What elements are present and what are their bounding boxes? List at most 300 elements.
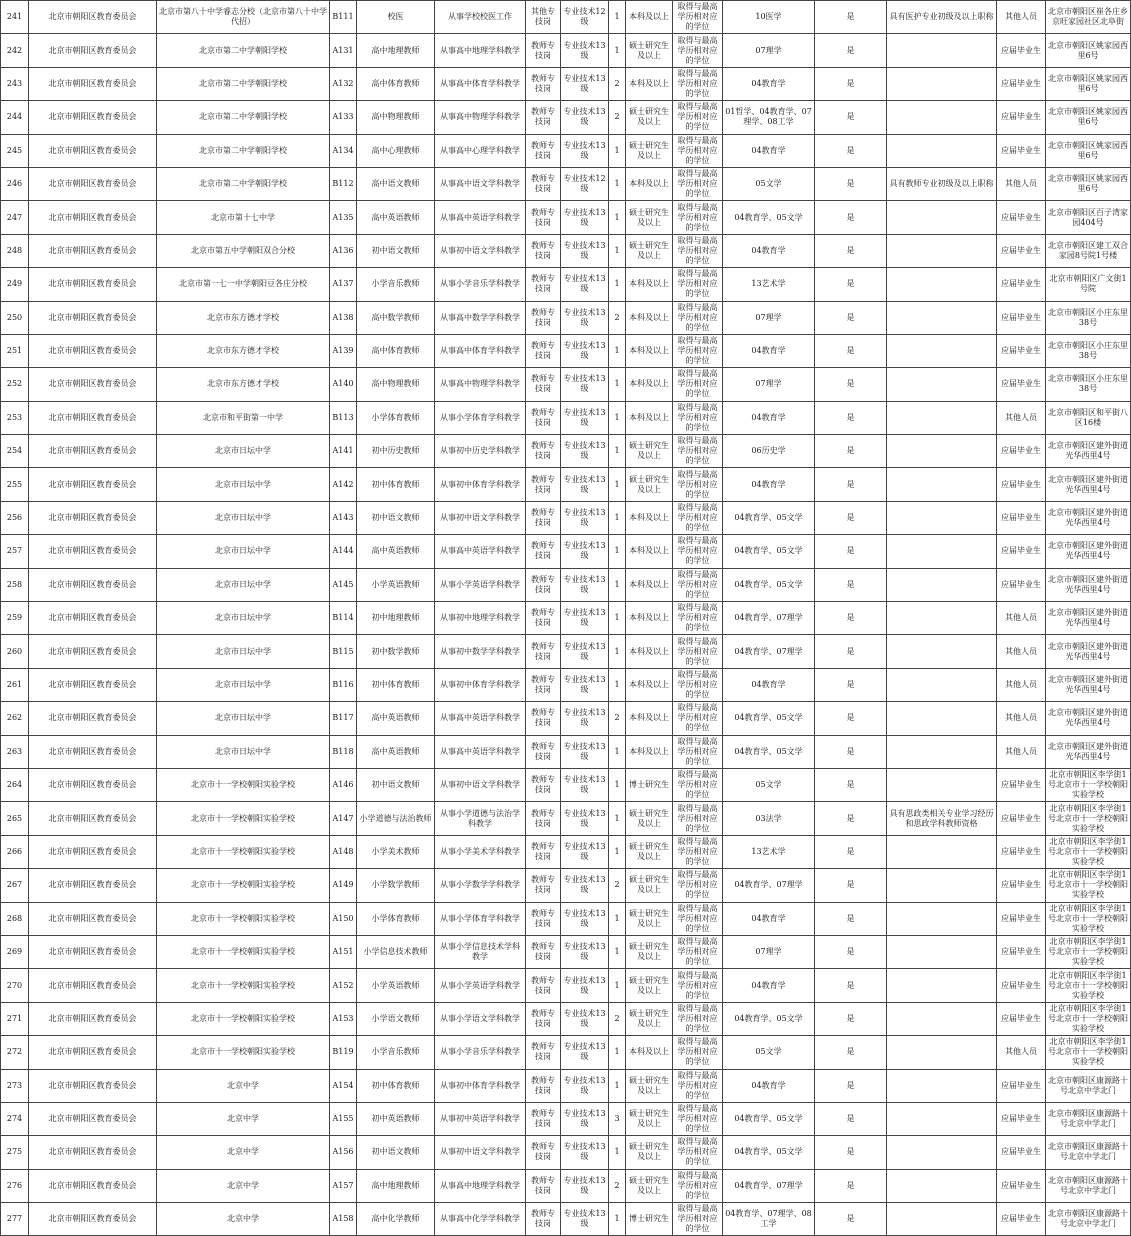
cell-edu: 本科及以上	[626, 301, 673, 334]
cell-addr: 北京市朝阳区和平街八区16楼	[1046, 401, 1131, 434]
cell-duty: 从事小学语文学科教学	[435, 1002, 526, 1035]
cell-dept: 北京市朝阳区教育委员会	[29, 535, 157, 568]
cell-level: 专业技术13级	[561, 869, 609, 902]
cell-count: 1	[609, 1069, 626, 1102]
cell-duty: 从事初中体育学科教学	[435, 668, 526, 701]
cell-duty: 从事高中英语学科教学	[435, 535, 526, 568]
cell-count: 1	[609, 902, 626, 935]
cell-level: 专业技术13级	[561, 969, 609, 1002]
cell-target: 其他人员	[997, 635, 1046, 668]
cell-code: B111	[330, 1, 357, 34]
cell-addr: 北京市朝阳区康源路十号北京中学北门	[1046, 1136, 1131, 1169]
cell-no: 258	[1, 568, 29, 601]
cell-no: 267	[1, 869, 29, 902]
table-row	[1, 702, 1131, 735]
table-body	[1, 1, 1131, 1236]
cell-major: 04教育学、05文学	[723, 702, 815, 735]
cell-unit: 北京市十一学校朝阳实验学校	[157, 869, 330, 902]
cell-no: 260	[1, 635, 29, 668]
cell-code: A149	[330, 869, 357, 902]
cell-target: 应届毕业生	[997, 1102, 1046, 1135]
cell-level: 专业技术13级	[561, 368, 609, 401]
cell-code: B118	[330, 735, 357, 768]
table-row	[1, 1169, 1131, 1202]
table-row	[1, 568, 1131, 601]
cell-extra	[887, 869, 997, 902]
cell-count: 1	[609, 234, 626, 267]
cell-code: B114	[330, 602, 357, 635]
cell-post: 高中地理教师	[357, 34, 435, 67]
cell-edu: 本科及以上	[626, 1036, 673, 1069]
cell-dept: 北京市朝阳区教育委员会	[29, 1136, 157, 1169]
table-row	[1, 501, 1131, 534]
table-row	[1, 602, 1131, 635]
cell-count: 3	[609, 1102, 626, 1135]
cell-count: 1	[609, 134, 626, 167]
cell-edu: 本科及以上	[626, 1, 673, 34]
cell-dept: 北京市朝阳区教育委员会	[29, 635, 157, 668]
cell-edu: 博士研究生	[626, 1203, 673, 1236]
cell-code: A146	[330, 768, 357, 801]
cell-unit: 北京市第二中学朝阳学校	[157, 167, 330, 200]
cell-code: A135	[330, 201, 357, 234]
cell-duty: 从事小学音乐学科教学	[435, 1036, 526, 1069]
cell-post: 初中英语教师	[357, 1102, 435, 1135]
table-row	[1, 435, 1131, 468]
table-row	[1, 268, 1131, 301]
cell-duty: 从事学校校医工作	[435, 1, 526, 34]
cell-major: 13艺术学	[723, 835, 815, 868]
cell-major: 04教育学、07理学、08工学	[723, 1203, 815, 1236]
cell-major: 05文学	[723, 1036, 815, 1069]
cell-flag: 是	[815, 869, 887, 902]
cell-count: 2	[609, 1002, 626, 1035]
table-row	[1, 869, 1131, 902]
cell-extra	[887, 134, 997, 167]
cell-target: 应届毕业生	[997, 501, 1046, 534]
cell-count: 2	[609, 869, 626, 902]
cell-duty: 从事高中地理学科教学	[435, 1169, 526, 1202]
cell-duty: 从事高中化学学科教学	[435, 1203, 526, 1236]
cell-dept: 北京市朝阳区教育委员会	[29, 134, 157, 167]
cell-edu: 硕士研究生及以上	[626, 234, 673, 267]
cell-no: 242	[1, 34, 29, 67]
cell-flag: 是	[815, 1203, 887, 1236]
cell-edu: 硕士研究生及以上	[626, 902, 673, 935]
cell-level: 专业技术13级	[561, 535, 609, 568]
table-row	[1, 969, 1131, 1002]
cell-major: 13艺术学	[723, 268, 815, 301]
cell-count: 1	[609, 1203, 626, 1236]
cell-flag: 是	[815, 635, 887, 668]
cell-post: 小学英语教师	[357, 568, 435, 601]
cell-edu: 硕士研究生及以上	[626, 1002, 673, 1035]
cell-target: 应届毕业生	[997, 268, 1046, 301]
cell-dept: 北京市朝阳区教育委员会	[29, 1, 157, 34]
cell-code: A147	[330, 802, 357, 835]
cell-level: 专业技术13级	[561, 735, 609, 768]
cell-extra	[887, 635, 997, 668]
cell-target: 应届毕业生	[997, 34, 1046, 67]
cell-flag: 是	[815, 1036, 887, 1069]
cell-post: 小学音乐教师	[357, 268, 435, 301]
cell-no: 246	[1, 167, 29, 200]
cell-cat: 教师专技岗	[526, 835, 561, 868]
table-row	[1, 101, 1131, 134]
cell-code: A136	[330, 234, 357, 267]
cell-post: 高中英语教师	[357, 535, 435, 568]
cell-duty: 从事小学音乐学科教学	[435, 268, 526, 301]
cell-count: 1	[609, 668, 626, 701]
cell-dept: 北京市朝阳区教育委员会	[29, 234, 157, 267]
cell-post: 高中体育教师	[357, 67, 435, 100]
cell-target: 应届毕业生	[997, 1136, 1046, 1169]
cell-degree: 取得与最高学历相对应的学位	[673, 869, 723, 902]
cell-edu: 硕士研究生及以上	[626, 134, 673, 167]
cell-major: 04教育学	[723, 1069, 815, 1102]
cell-degree: 取得与最高学历相对应的学位	[673, 1102, 723, 1135]
cell-post: 初中地理教师	[357, 602, 435, 635]
cell-edu: 本科及以上	[626, 334, 673, 367]
cell-no: 248	[1, 234, 29, 267]
cell-no: 244	[1, 101, 29, 134]
cell-count: 1	[609, 435, 626, 468]
table-row	[1, 1036, 1131, 1069]
cell-degree: 取得与最高学历相对应的学位	[673, 1069, 723, 1102]
cell-code: A157	[330, 1169, 357, 1202]
cell-duty: 从事高中物理学科教学	[435, 368, 526, 401]
cell-no: 270	[1, 969, 29, 1002]
cell-addr: 北京市朝阳区建外街道光华西里4号	[1046, 501, 1131, 534]
cell-degree: 取得与最高学历相对应的学位	[673, 735, 723, 768]
cell-major: 07理学	[723, 368, 815, 401]
cell-edu: 本科及以上	[626, 635, 673, 668]
cell-unit: 北京市日坛中学	[157, 568, 330, 601]
cell-edu: 本科及以上	[626, 668, 673, 701]
cell-duty: 从事初中语文学科教学	[435, 501, 526, 534]
cell-duty: 从事高中英语学科教学	[435, 735, 526, 768]
cell-degree: 取得与最高学历相对应的学位	[673, 1, 723, 34]
cell-target: 应届毕业生	[997, 134, 1046, 167]
cell-cat: 教师专技岗	[526, 1169, 561, 1202]
cell-unit: 北京市第二中学朝阳学校	[157, 34, 330, 67]
cell-level: 专业技术13级	[561, 935, 609, 968]
cell-count: 1	[609, 602, 626, 635]
cell-addr: 北京市朝阳区建外街道光华西里4号	[1046, 702, 1131, 735]
cell-duty: 从事小学数学学科教学	[435, 869, 526, 902]
cell-extra	[887, 702, 997, 735]
cell-target: 应届毕业生	[997, 535, 1046, 568]
cell-target: 应届毕业生	[997, 869, 1046, 902]
cell-level: 专业技术13级	[561, 1169, 609, 1202]
cell-addr: 北京市朝阳区百子湾家园404号	[1046, 201, 1131, 234]
cell-edu: 本科及以上	[626, 368, 673, 401]
cell-code: A158	[330, 1203, 357, 1236]
cell-flag: 是	[815, 568, 887, 601]
cell-cat: 教师专技岗	[526, 201, 561, 234]
cell-flag: 是	[815, 702, 887, 735]
cell-dept: 北京市朝阳区教育委员会	[29, 869, 157, 902]
cell-cat: 教师专技岗	[526, 1203, 561, 1236]
cell-no: 272	[1, 1036, 29, 1069]
cell-level: 专业技术13级	[561, 134, 609, 167]
cell-cat: 教师专技岗	[526, 234, 561, 267]
cell-code: A154	[330, 1069, 357, 1102]
cell-target: 应届毕业生	[997, 1203, 1046, 1236]
cell-code: A131	[330, 34, 357, 67]
cell-unit: 北京市第十七中学	[157, 201, 330, 234]
cell-degree: 取得与最高学历相对应的学位	[673, 34, 723, 67]
cell-code: A144	[330, 535, 357, 568]
cell-duty: 从事高中英语学科教学	[435, 201, 526, 234]
cell-degree: 取得与最高学历相对应的学位	[673, 301, 723, 334]
cell-flag: 是	[815, 835, 887, 868]
cell-addr: 北京市朝阳区李学街1号北京市十一学校朝阳实验学校	[1046, 1036, 1131, 1069]
table-row	[1, 668, 1131, 701]
cell-cat: 教师专技岗	[526, 501, 561, 534]
cell-unit: 北京市日坛中学	[157, 468, 330, 501]
cell-addr: 北京市朝阳区李学街1号北京市十一学校朝阳实验学校	[1046, 935, 1131, 968]
cell-cat: 教师专技岗	[526, 535, 561, 568]
cell-degree: 取得与最高学历相对应的学位	[673, 1169, 723, 1202]
cell-cat: 教师专技岗	[526, 802, 561, 835]
table-row	[1, 735, 1131, 768]
cell-duty: 从事初中英语学科教学	[435, 1102, 526, 1135]
cell-extra	[887, 301, 997, 334]
cell-addr: 北京市朝阳区康源路十号北京中学北门	[1046, 1069, 1131, 1102]
cell-addr: 北京市朝阳区康源路十号北京中学北门	[1046, 1102, 1131, 1135]
cell-level: 专业技术13级	[561, 1002, 609, 1035]
cell-extra	[887, 1002, 997, 1035]
cell-dept: 北京市朝阳区教育委员会	[29, 1002, 157, 1035]
cell-major: 04教育学、05文学	[723, 1136, 815, 1169]
cell-extra	[887, 1036, 997, 1069]
cell-no: 261	[1, 668, 29, 701]
cell-no: 264	[1, 768, 29, 801]
table-row	[1, 401, 1131, 434]
cell-flag: 是	[815, 134, 887, 167]
cell-major: 05文学	[723, 768, 815, 801]
cell-degree: 取得与最高学历相对应的学位	[673, 1002, 723, 1035]
cell-code: B112	[330, 167, 357, 200]
cell-dept: 北京市朝阳区教育委员会	[29, 501, 157, 534]
cell-unit: 北京市日坛中学	[157, 602, 330, 635]
cell-extra	[887, 501, 997, 534]
cell-count: 1	[609, 167, 626, 200]
cell-addr: 北京市朝阳区李学街1号北京市十一学校朝阳实验学校	[1046, 802, 1131, 835]
cell-flag: 是	[815, 368, 887, 401]
cell-cat: 教师专技岗	[526, 435, 561, 468]
cell-duty: 从事初中语文学科教学	[435, 234, 526, 267]
cell-extra	[887, 368, 997, 401]
cell-duty: 从事小学英语学科教学	[435, 969, 526, 1002]
cell-extra	[887, 268, 997, 301]
cell-cat: 教师专技岗	[526, 602, 561, 635]
cell-cat: 教师专技岗	[526, 935, 561, 968]
cell-unit: 北京市第二中学朝阳学校	[157, 67, 330, 100]
cell-duty: 从事初中体育学科教学	[435, 1069, 526, 1102]
cell-post: 初中语文教师	[357, 501, 435, 534]
cell-dept: 北京市朝阳区教育委员会	[29, 835, 157, 868]
cell-flag: 是	[815, 67, 887, 100]
cell-flag: 是	[815, 101, 887, 134]
cell-no: 251	[1, 334, 29, 367]
cell-target: 应届毕业生	[997, 67, 1046, 100]
cell-edu: 本科及以上	[626, 535, 673, 568]
cell-level: 专业技术13级	[561, 67, 609, 100]
cell-duty: 从事高中地理学科教学	[435, 34, 526, 67]
cell-no: 256	[1, 501, 29, 534]
cell-cat: 教师专技岗	[526, 334, 561, 367]
cell-edu: 硕士研究生及以上	[626, 1136, 673, 1169]
cell-flag: 是	[815, 334, 887, 367]
cell-post: 高中英语教师	[357, 702, 435, 735]
cell-post: 高中地理教师	[357, 1169, 435, 1202]
cell-duty: 从事高中心理学科教学	[435, 134, 526, 167]
cell-addr: 北京市朝阳区李学街1号北京市十一学校朝阳实验学校	[1046, 835, 1131, 868]
cell-edu: 本科及以上	[626, 401, 673, 434]
cell-addr: 北京市朝阳区建外街道光华西里4号	[1046, 468, 1131, 501]
cell-major: 04教育学、07理学	[723, 635, 815, 668]
cell-target: 应届毕业生	[997, 902, 1046, 935]
cell-extra	[887, 234, 997, 267]
cell-major: 07理学	[723, 301, 815, 334]
cell-no: 257	[1, 535, 29, 568]
cell-code: B117	[330, 702, 357, 735]
cell-no: 259	[1, 602, 29, 635]
cell-addr: 北京市朝阳区姚家园西里6号	[1046, 134, 1131, 167]
cell-target: 应届毕业生	[997, 768, 1046, 801]
cell-count: 2	[609, 1169, 626, 1202]
cell-cat: 教师专技岗	[526, 101, 561, 134]
cell-degree: 取得与最高学历相对应的学位	[673, 602, 723, 635]
cell-flag: 是	[815, 34, 887, 67]
table-row	[1, 768, 1131, 801]
cell-level: 专业技术13级	[561, 468, 609, 501]
table-row	[1, 301, 1131, 334]
cell-code: B116	[330, 668, 357, 701]
cell-addr: 北京市朝阳区姚家园西里6号	[1046, 167, 1131, 200]
cell-dept: 北京市朝阳区教育委员会	[29, 435, 157, 468]
cell-extra	[887, 602, 997, 635]
cell-degree: 取得与最高学历相对应的学位	[673, 768, 723, 801]
cell-unit: 北京市日坛中学	[157, 535, 330, 568]
table-row	[1, 368, 1131, 401]
cell-count: 1	[609, 1136, 626, 1169]
cell-unit: 北京市第一七一中学朝阳豆各庄分校	[157, 268, 330, 301]
cell-level: 专业技术12级	[561, 1, 609, 34]
table-row	[1, 34, 1131, 67]
cell-count: 1	[609, 535, 626, 568]
cell-target: 应届毕业生	[997, 368, 1046, 401]
cell-major: 04教育学	[723, 969, 815, 1002]
cell-extra	[887, 668, 997, 701]
cell-addr: 北京市朝阳区姚家园西里6号	[1046, 67, 1131, 100]
cell-degree: 取得与最高学历相对应的学位	[673, 468, 723, 501]
cell-addr: 北京市朝阳区姚家园西里6号	[1046, 34, 1131, 67]
cell-edu: 本科及以上	[626, 501, 673, 534]
cell-dept: 北京市朝阳区教育委员会	[29, 167, 157, 200]
cell-duty: 从事高中语文学科教学	[435, 167, 526, 200]
cell-cat: 教师专技岗	[526, 1136, 561, 1169]
cell-degree: 取得与最高学历相对应的学位	[673, 635, 723, 668]
cell-degree: 取得与最高学历相对应的学位	[673, 234, 723, 267]
cell-post: 高中物理教师	[357, 368, 435, 401]
cell-count: 1	[609, 401, 626, 434]
cell-unit: 北京市十一学校朝阳实验学校	[157, 935, 330, 968]
cell-extra	[887, 735, 997, 768]
cell-post: 初中历史教师	[357, 435, 435, 468]
cell-code: A133	[330, 101, 357, 134]
cell-cat: 教师专技岗	[526, 702, 561, 735]
cell-flag: 是	[815, 735, 887, 768]
cell-unit: 北京市十一学校朝阳实验学校	[157, 902, 330, 935]
cell-extra	[887, 1069, 997, 1102]
cell-flag: 是	[815, 1069, 887, 1102]
cell-edu: 硕士研究生及以上	[626, 969, 673, 1002]
cell-addr: 北京市朝阳区李学街1号北京市十一学校朝阳实验学校	[1046, 768, 1131, 801]
cell-unit: 北京市十一学校朝阳实验学校	[157, 835, 330, 868]
cell-no: 255	[1, 468, 29, 501]
cell-cat: 教师专技岗	[526, 167, 561, 200]
cell-cat: 教师专技岗	[526, 268, 561, 301]
cell-count: 2	[609, 702, 626, 735]
cell-extra	[887, 67, 997, 100]
cell-no: 269	[1, 935, 29, 968]
cell-cat: 教师专技岗	[526, 468, 561, 501]
cell-edu: 本科及以上	[626, 735, 673, 768]
cell-level: 专业技术13级	[561, 668, 609, 701]
cell-extra: 具有思政类相关专业学习经历和思政学科教师资格	[887, 802, 997, 835]
cell-unit: 北京市和平街第一中学	[157, 401, 330, 434]
cell-post: 初中体育教师	[357, 1069, 435, 1102]
cell-addr: 北京市朝阳区广文街1号院	[1046, 268, 1131, 301]
cell-degree: 取得与最高学历相对应的学位	[673, 134, 723, 167]
cell-post: 初中体育教师	[357, 668, 435, 701]
cell-no: 245	[1, 134, 29, 167]
cell-extra	[887, 435, 997, 468]
cell-major: 04教育学	[723, 668, 815, 701]
cell-flag: 是	[815, 1102, 887, 1135]
cell-dept: 北京市朝阳区教育委员会	[29, 735, 157, 768]
table-row	[1, 234, 1131, 267]
cell-dept: 北京市朝阳区教育委员会	[29, 602, 157, 635]
cell-extra	[887, 768, 997, 801]
cell-edu: 本科及以上	[626, 702, 673, 735]
cell-dept: 北京市朝阳区教育委员会	[29, 101, 157, 134]
cell-level: 专业技术13级	[561, 602, 609, 635]
cell-addr: 北京市朝阳区姚家园西里6号	[1046, 101, 1131, 134]
cell-unit: 北京市东方德才学校	[157, 368, 330, 401]
cell-count: 1	[609, 935, 626, 968]
cell-post: 初中语文教师	[357, 234, 435, 267]
cell-major: 04教育学	[723, 468, 815, 501]
cell-extra	[887, 101, 997, 134]
cell-flag: 是	[815, 1002, 887, 1035]
cell-level: 专业技术13级	[561, 802, 609, 835]
cell-flag: 是	[815, 802, 887, 835]
cell-target: 应届毕业生	[997, 301, 1046, 334]
cell-level: 专业技术13级	[561, 1102, 609, 1135]
cell-level: 专业技术13级	[561, 435, 609, 468]
table-row	[1, 134, 1131, 167]
cell-target: 其他人员	[997, 668, 1046, 701]
cell-unit: 北京市十一学校朝阳实验学校	[157, 1036, 330, 1069]
cell-duty: 从事高中数学学科教学	[435, 301, 526, 334]
cell-level: 专业技术13级	[561, 101, 609, 134]
cell-unit: 北京市十一学校朝阳实验学校	[157, 768, 330, 801]
cell-cat: 教师专技岗	[526, 768, 561, 801]
